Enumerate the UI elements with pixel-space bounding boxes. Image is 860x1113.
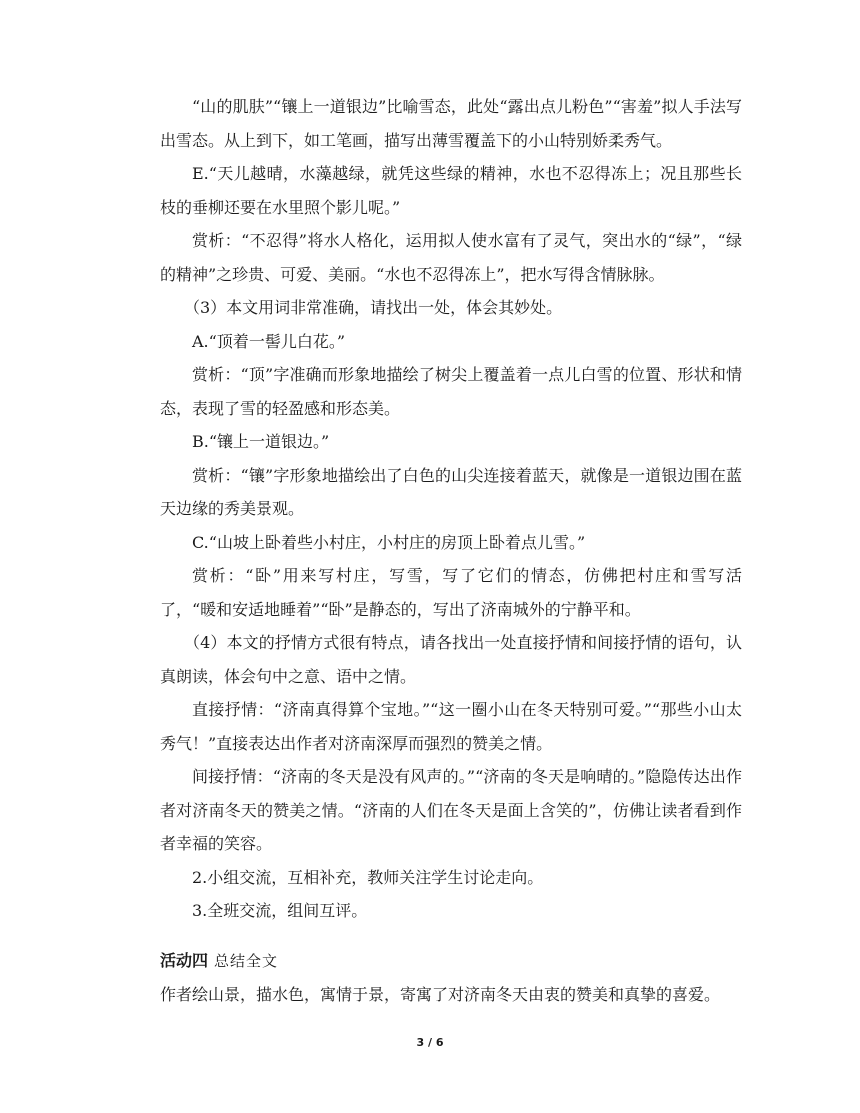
paragraph-analysis-c: 赏析：“卧”用来写村庄，写雪，写了它们的情态，仿佛把村庄和雪写活了，“暖和安适地睡着”“卧”是静态的，写出了济南城外的宁静平和。	[160, 566, 742, 619]
step-3: 3.全班交流，组间互评。	[192, 901, 368, 920]
section-subtitle: 总结全文	[214, 951, 279, 970]
paragraph-example-b: B.“镶上一道银边。”	[192, 432, 330, 451]
document-body	[160, 90, 742, 1012]
paragraph-analysis-b: 赏析：“镶”字形象地描绘出了白色的山尖连接着蓝天，就像是一道银边围在蓝天边缘的秀美景观。	[160, 465, 742, 518]
paragraph-analysis-e: 赏析：“不忍得”将水人格化，运用拟人使水富有了灵气，突出水的“绿”，“绿的精神”之珍贵、可爱、美丽。“水也不忍得冻上”，把水写得含情脉脉。	[160, 231, 742, 284]
paragraph-metaphor-analysis: “山的肌肤”“镶上一道银边”比喻雪态，此处“露出点儿粉色”“害羞”拟人手法写出雪态。从上到下，如工笔画，描写出薄雪覆盖下的小山特别娇柔秀气。	[160, 97, 742, 150]
paragraph-example-c: C.“山坡上卧着些小村庄，小村庄的房顶上卧着点儿雪。”	[192, 532, 586, 552]
question-3: （3）本文用词非常准确，请找出一处，体会其妙处。	[184, 298, 563, 317]
question-4: （4）本文的抒情方式很有特点，请各找出一处直接抒情和间接抒情的语句，认真朗读，体会句中之意、语中之情。	[160, 633, 742, 686]
step-2: 2.小组交流，互相补充，教师关注学生讨论走向。	[192, 867, 544, 887]
page-number: 3 / 6	[416, 1036, 444, 1049]
paragraph-analysis-a: 赏析：“顶”字准确而形象地描绘了树尖上覆盖着一点儿白雪的位置、形状和情态，表现了雪的轻盈感和形态美。	[160, 365, 742, 418]
paragraph-example-e: E.“天儿越晴，水藻越绿，就凭这些绿的精神，水也不忍得冻上；况且那些长枝的垂柳还要在水里照个影儿呢。”	[160, 164, 742, 217]
section-heading	[160, 944, 742, 979]
paragraph-indirect-lyric: 间接抒情：“济南的冬天是没有风声的。”“济南的冬天是响晴的。”隐隐传达出作者对济南冬天的赞美之情。“济南的人们在冬天是面上含笑的”，仿佛让读者看到作者幸福的笑容。	[160, 767, 742, 853]
paragraph-example-a: A.“顶着一髻儿白花。”	[192, 331, 346, 351]
paragraph-direct-lyric: 直接抒情：“济南真得算个宝地。”“这一圈小山在冬天特别可爱。”“那些小山太秀气！”直接表达出作者对济南深厚而强烈的赞美之情。	[160, 700, 742, 753]
section-summary: 作者绘山景，描水色，寓情于景，寄寓了对济南冬天由衷的赞美和真挚的喜爱。	[160, 985, 721, 1004]
section-title: 活动四	[160, 950, 209, 970]
